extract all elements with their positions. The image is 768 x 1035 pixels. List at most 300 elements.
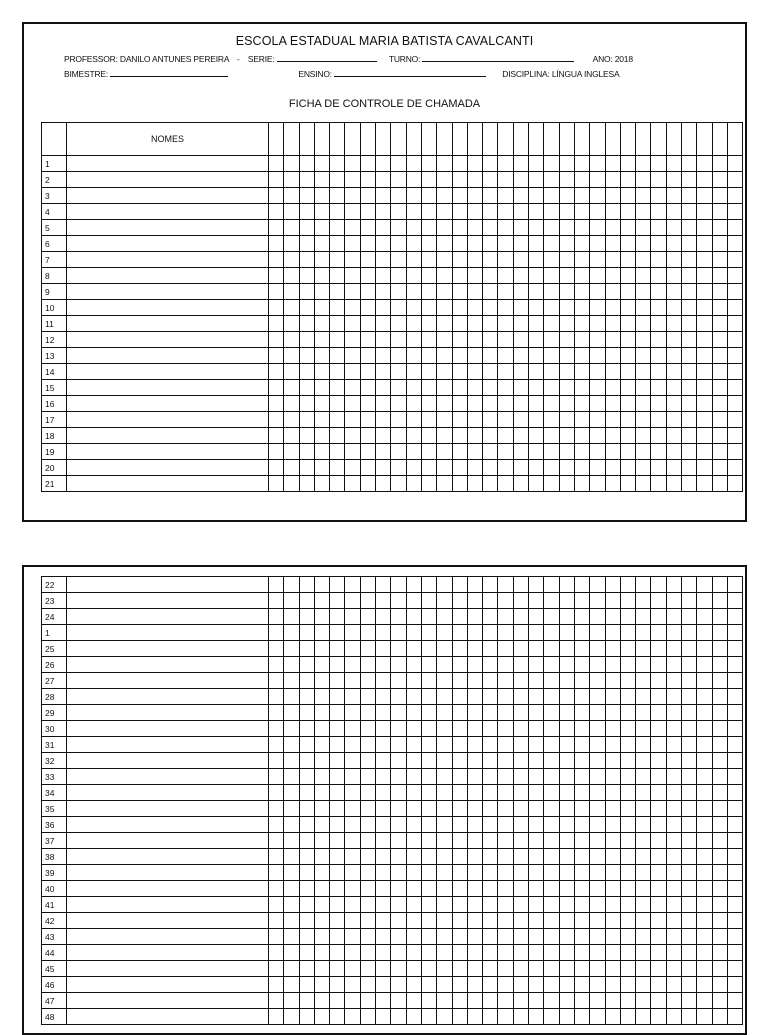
attendance-cell[interactable] (376, 593, 391, 609)
attendance-cell[interactable] (345, 380, 360, 396)
attendance-cell[interactable] (605, 737, 620, 753)
attendance-cell[interactable] (421, 769, 436, 785)
date-header-cell[interactable] (467, 123, 482, 156)
student-name-cell[interactable] (67, 236, 269, 252)
attendance-cell[interactable] (452, 300, 467, 316)
attendance-cell[interactable] (437, 785, 452, 801)
attendance-cell[interactable] (605, 753, 620, 769)
attendance-cell[interactable] (544, 641, 559, 657)
attendance-cell[interactable] (284, 1009, 299, 1025)
attendance-cell[interactable] (483, 833, 498, 849)
attendance-cell[interactable] (421, 252, 436, 268)
attendance-cell[interactable] (421, 577, 436, 593)
attendance-cell[interactable] (605, 913, 620, 929)
attendance-cell[interactable] (727, 705, 742, 721)
attendance-cell[interactable] (559, 817, 574, 833)
student-name-cell[interactable] (67, 913, 269, 929)
attendance-cell[interactable] (666, 849, 681, 865)
attendance-cell[interactable] (590, 188, 605, 204)
attendance-cell[interactable] (483, 476, 498, 492)
attendance-cell[interactable] (406, 913, 421, 929)
date-header-cell[interactable] (574, 123, 589, 156)
attendance-cell[interactable] (697, 1009, 712, 1025)
attendance-cell[interactable] (697, 300, 712, 316)
attendance-cell[interactable] (605, 625, 620, 641)
attendance-cell[interactable] (421, 689, 436, 705)
attendance-cell[interactable] (727, 1009, 742, 1025)
attendance-cell[interactable] (697, 236, 712, 252)
date-header-cell[interactable] (498, 123, 513, 156)
attendance-cell[interactable] (284, 156, 299, 172)
attendance-cell[interactable] (360, 156, 375, 172)
attendance-cell[interactable] (682, 609, 697, 625)
student-name-cell[interactable] (67, 977, 269, 993)
attendance-cell[interactable] (284, 865, 299, 881)
attendance-cell[interactable] (330, 252, 345, 268)
attendance-cell[interactable] (697, 833, 712, 849)
attendance-cell[interactable] (421, 945, 436, 961)
attendance-cell[interactable] (590, 428, 605, 444)
attendance-cell[interactable] (682, 236, 697, 252)
attendance-cell[interactable] (590, 881, 605, 897)
attendance-cell[interactable] (299, 396, 314, 412)
attendance-cell[interactable] (666, 977, 681, 993)
attendance-cell[interactable] (529, 753, 544, 769)
attendance-cell[interactable] (529, 188, 544, 204)
attendance-cell[interactable] (299, 753, 314, 769)
attendance-cell[interactable] (620, 220, 635, 236)
attendance-cell[interactable] (421, 641, 436, 657)
attendance-cell[interactable] (712, 220, 727, 236)
attendance-cell[interactable] (682, 977, 697, 993)
attendance-cell[interactable] (406, 865, 421, 881)
attendance-cell[interactable] (376, 364, 391, 380)
attendance-cell[interactable] (727, 188, 742, 204)
attendance-cell[interactable] (590, 929, 605, 945)
attendance-cell[interactable] (559, 753, 574, 769)
attendance-cell[interactable] (467, 945, 482, 961)
attendance-cell[interactable] (299, 1009, 314, 1025)
student-name-cell[interactable] (67, 769, 269, 785)
attendance-cell[interactable] (590, 673, 605, 689)
student-name-cell[interactable] (67, 881, 269, 897)
attendance-cell[interactable] (360, 865, 375, 881)
attendance-cell[interactable] (697, 881, 712, 897)
attendance-cell[interactable] (529, 396, 544, 412)
attendance-cell[interactable] (360, 977, 375, 993)
attendance-cell[interactable] (636, 945, 651, 961)
attendance-cell[interactable] (284, 705, 299, 721)
attendance-cell[interactable] (498, 444, 513, 460)
attendance-cell[interactable] (529, 977, 544, 993)
attendance-cell[interactable] (666, 156, 681, 172)
attendance-cell[interactable] (284, 236, 299, 252)
attendance-cell[interactable] (360, 348, 375, 364)
attendance-cell[interactable] (314, 252, 329, 268)
attendance-cell[interactable] (636, 188, 651, 204)
attendance-cell[interactable] (376, 961, 391, 977)
attendance-cell[interactable] (467, 332, 482, 348)
attendance-cell[interactable] (682, 897, 697, 913)
attendance-cell[interactable] (727, 689, 742, 705)
attendance-cell[interactable] (314, 593, 329, 609)
attendance-cell[interactable] (437, 156, 452, 172)
attendance-cell[interactable] (437, 1009, 452, 1025)
attendance-cell[interactable] (437, 252, 452, 268)
attendance-cell[interactable] (299, 833, 314, 849)
attendance-cell[interactable] (712, 817, 727, 833)
attendance-cell[interactable] (651, 593, 666, 609)
attendance-cell[interactable] (697, 737, 712, 753)
student-name-cell[interactable] (67, 577, 269, 593)
attendance-cell[interactable] (727, 881, 742, 897)
attendance-cell[interactable] (697, 380, 712, 396)
attendance-cell[interactable] (513, 833, 528, 849)
attendance-cell[interactable] (299, 316, 314, 332)
attendance-cell[interactable] (712, 945, 727, 961)
attendance-cell[interactable] (697, 625, 712, 641)
attendance-cell[interactable] (666, 961, 681, 977)
attendance-cell[interactable] (330, 705, 345, 721)
attendance-cell[interactable] (727, 220, 742, 236)
attendance-cell[interactable] (697, 252, 712, 268)
attendance-cell[interactable] (666, 753, 681, 769)
attendance-cell[interactable] (574, 316, 589, 332)
attendance-cell[interactable] (421, 268, 436, 284)
attendance-cell[interactable] (299, 428, 314, 444)
attendance-cell[interactable] (620, 396, 635, 412)
attendance-cell[interactable] (498, 156, 513, 172)
attendance-cell[interactable] (529, 220, 544, 236)
attendance-cell[interactable] (345, 785, 360, 801)
attendance-cell[interactable] (513, 396, 528, 412)
attendance-cell[interactable] (345, 673, 360, 689)
student-name-cell[interactable] (67, 801, 269, 817)
attendance-cell[interactable] (590, 300, 605, 316)
attendance-cell[interactable] (452, 476, 467, 492)
attendance-cell[interactable] (682, 268, 697, 284)
attendance-cell[interactable] (605, 881, 620, 897)
attendance-cell[interactable] (330, 460, 345, 476)
attendance-cell[interactable] (391, 849, 406, 865)
attendance-cell[interactable] (513, 881, 528, 897)
attendance-cell[interactable] (697, 268, 712, 284)
attendance-cell[interactable] (467, 476, 482, 492)
attendance-cell[interactable] (590, 364, 605, 380)
attendance-cell[interactable] (391, 625, 406, 641)
date-header-cell[interactable] (620, 123, 635, 156)
attendance-cell[interactable] (391, 252, 406, 268)
student-name-cell[interactable] (67, 993, 269, 1009)
attendance-cell[interactable] (666, 801, 681, 817)
attendance-cell[interactable] (559, 641, 574, 657)
attendance-cell[interactable] (498, 849, 513, 865)
attendance-cell[interactable] (513, 625, 528, 641)
attendance-cell[interactable] (452, 705, 467, 721)
attendance-cell[interactable] (406, 961, 421, 977)
attendance-cell[interactable] (620, 945, 635, 961)
attendance-cell[interactable] (666, 833, 681, 849)
attendance-cell[interactable] (574, 785, 589, 801)
attendance-cell[interactable] (498, 929, 513, 945)
attendance-cell[interactable] (330, 673, 345, 689)
attendance-cell[interactable] (636, 673, 651, 689)
attendance-cell[interactable] (269, 673, 284, 689)
attendance-cell[interactable] (498, 673, 513, 689)
attendance-cell[interactable] (284, 833, 299, 849)
attendance-cell[interactable] (345, 865, 360, 881)
attendance-cell[interactable] (314, 188, 329, 204)
attendance-cell[interactable] (559, 673, 574, 689)
attendance-cell[interactable] (651, 833, 666, 849)
attendance-cell[interactable] (452, 673, 467, 689)
attendance-cell[interactable] (452, 849, 467, 865)
attendance-cell[interactable] (636, 156, 651, 172)
attendance-cell[interactable] (269, 156, 284, 172)
attendance-cell[interactable] (406, 769, 421, 785)
attendance-cell[interactable] (513, 300, 528, 316)
attendance-cell[interactable] (620, 865, 635, 881)
attendance-cell[interactable] (406, 801, 421, 817)
attendance-cell[interactable] (284, 220, 299, 236)
attendance-cell[interactable] (574, 705, 589, 721)
attendance-cell[interactable] (345, 977, 360, 993)
attendance-cell[interactable] (483, 913, 498, 929)
attendance-cell[interactable] (727, 769, 742, 785)
attendance-cell[interactable] (452, 897, 467, 913)
attendance-cell[interactable] (636, 881, 651, 897)
attendance-cell[interactable] (605, 412, 620, 428)
attendance-cell[interactable] (590, 913, 605, 929)
attendance-cell[interactable] (483, 993, 498, 1009)
attendance-cell[interactable] (284, 332, 299, 348)
attendance-cell[interactable] (666, 929, 681, 945)
attendance-cell[interactable] (590, 1009, 605, 1025)
attendance-cell[interactable] (636, 577, 651, 593)
attendance-cell[interactable] (452, 881, 467, 897)
attendance-cell[interactable] (345, 625, 360, 641)
attendance-cell[interactable] (467, 300, 482, 316)
student-name-cell[interactable] (67, 705, 269, 721)
attendance-cell[interactable] (712, 284, 727, 300)
attendance-cell[interactable] (437, 705, 452, 721)
attendance-cell[interactable] (483, 428, 498, 444)
attendance-cell[interactable] (269, 332, 284, 348)
student-name-cell[interactable] (67, 689, 269, 705)
attendance-cell[interactable] (406, 348, 421, 364)
attendance-cell[interactable] (682, 348, 697, 364)
attendance-cell[interactable] (651, 1009, 666, 1025)
attendance-cell[interactable] (590, 476, 605, 492)
attendance-cell[interactable] (360, 625, 375, 641)
attendance-cell[interactable] (559, 444, 574, 460)
attendance-cell[interactable] (437, 721, 452, 737)
attendance-cell[interactable] (636, 977, 651, 993)
attendance-cell[interactable] (437, 753, 452, 769)
attendance-cell[interactable] (590, 172, 605, 188)
attendance-cell[interactable] (467, 625, 482, 641)
attendance-cell[interactable] (498, 961, 513, 977)
attendance-cell[interactable] (682, 316, 697, 332)
attendance-cell[interactable] (467, 316, 482, 332)
attendance-cell[interactable] (269, 476, 284, 492)
attendance-cell[interactable] (437, 236, 452, 252)
attendance-cell[interactable] (559, 657, 574, 673)
attendance-cell[interactable] (544, 849, 559, 865)
attendance-cell[interactable] (513, 364, 528, 380)
attendance-cell[interactable] (498, 204, 513, 220)
attendance-cell[interactable] (330, 625, 345, 641)
attendance-cell[interactable] (498, 977, 513, 993)
attendance-cell[interactable] (636, 641, 651, 657)
attendance-cell[interactable] (620, 913, 635, 929)
attendance-cell[interactable] (452, 865, 467, 881)
attendance-cell[interactable] (697, 865, 712, 881)
attendance-cell[interactable] (376, 396, 391, 412)
attendance-cell[interactable] (529, 593, 544, 609)
attendance-cell[interactable] (467, 268, 482, 284)
attendance-cell[interactable] (269, 460, 284, 476)
attendance-cell[interactable] (299, 236, 314, 252)
attendance-cell[interactable] (605, 977, 620, 993)
attendance-cell[interactable] (483, 705, 498, 721)
attendance-cell[interactable] (269, 913, 284, 929)
attendance-cell[interactable] (666, 817, 681, 833)
attendance-cell[interactable] (666, 689, 681, 705)
attendance-cell[interactable] (544, 1009, 559, 1025)
attendance-cell[interactable] (437, 188, 452, 204)
attendance-cell[interactable] (360, 913, 375, 929)
attendance-cell[interactable] (376, 833, 391, 849)
attendance-cell[interactable] (559, 833, 574, 849)
attendance-cell[interactable] (636, 444, 651, 460)
attendance-cell[interactable] (651, 444, 666, 460)
attendance-cell[interactable] (299, 332, 314, 348)
attendance-cell[interactable] (712, 609, 727, 625)
attendance-cell[interactable] (544, 396, 559, 412)
attendance-cell[interactable] (605, 204, 620, 220)
attendance-cell[interactable] (284, 913, 299, 929)
date-header-cell[interactable] (590, 123, 605, 156)
attendance-cell[interactable] (269, 849, 284, 865)
attendance-cell[interactable] (574, 721, 589, 737)
attendance-cell[interactable] (544, 897, 559, 913)
attendance-cell[interactable] (498, 945, 513, 961)
attendance-cell[interactable] (391, 689, 406, 705)
attendance-cell[interactable] (727, 721, 742, 737)
attendance-cell[interactable] (651, 268, 666, 284)
attendance-cell[interactable] (636, 657, 651, 673)
attendance-cell[interactable] (590, 609, 605, 625)
attendance-cell[interactable] (437, 444, 452, 460)
attendance-cell[interactable] (391, 332, 406, 348)
attendance-cell[interactable] (467, 689, 482, 705)
attendance-cell[interactable] (391, 396, 406, 412)
attendance-cell[interactable] (376, 348, 391, 364)
attendance-cell[interactable] (727, 577, 742, 593)
attendance-cell[interactable] (529, 689, 544, 705)
attendance-cell[interactable] (284, 172, 299, 188)
attendance-cell[interactable] (314, 316, 329, 332)
student-name-cell[interactable] (67, 833, 269, 849)
attendance-cell[interactable] (498, 625, 513, 641)
attendance-cell[interactable] (636, 316, 651, 332)
attendance-cell[interactable] (483, 673, 498, 689)
attendance-cell[interactable] (345, 881, 360, 897)
attendance-cell[interactable] (483, 396, 498, 412)
attendance-cell[interactable] (544, 428, 559, 444)
attendance-cell[interactable] (483, 172, 498, 188)
attendance-cell[interactable] (437, 673, 452, 689)
attendance-cell[interactable] (437, 881, 452, 897)
student-name-cell[interactable] (67, 460, 269, 476)
attendance-cell[interactable] (314, 332, 329, 348)
attendance-cell[interactable] (345, 945, 360, 961)
attendance-cell[interactable] (712, 689, 727, 705)
attendance-cell[interactable] (605, 929, 620, 945)
attendance-cell[interactable] (437, 769, 452, 785)
attendance-cell[interactable] (299, 865, 314, 881)
attendance-cell[interactable] (513, 380, 528, 396)
attendance-cell[interactable] (605, 993, 620, 1009)
attendance-cell[interactable] (483, 236, 498, 252)
attendance-cell[interactable] (682, 172, 697, 188)
date-header-cell[interactable] (605, 123, 620, 156)
attendance-cell[interactable] (269, 316, 284, 332)
attendance-cell[interactable] (620, 753, 635, 769)
attendance-cell[interactable] (651, 641, 666, 657)
attendance-cell[interactable] (666, 881, 681, 897)
attendance-cell[interactable] (574, 444, 589, 460)
attendance-cell[interactable] (498, 476, 513, 492)
attendance-cell[interactable] (605, 817, 620, 833)
attendance-cell[interactable] (697, 945, 712, 961)
attendance-cell[interactable] (360, 817, 375, 833)
attendance-cell[interactable] (529, 609, 544, 625)
attendance-cell[interactable] (299, 673, 314, 689)
attendance-cell[interactable] (314, 172, 329, 188)
attendance-cell[interactable] (682, 737, 697, 753)
attendance-cell[interactable] (727, 332, 742, 348)
attendance-cell[interactable] (636, 460, 651, 476)
attendance-cell[interactable] (284, 364, 299, 380)
attendance-cell[interactable] (529, 332, 544, 348)
attendance-cell[interactable] (620, 801, 635, 817)
attendance-cell[interactable] (330, 977, 345, 993)
attendance-cell[interactable] (437, 833, 452, 849)
date-header-cell[interactable] (269, 123, 284, 156)
attendance-cell[interactable] (437, 593, 452, 609)
attendance-cell[interactable] (498, 380, 513, 396)
attendance-cell[interactable] (421, 993, 436, 1009)
attendance-cell[interactable] (559, 412, 574, 428)
attendance-cell[interactable] (529, 476, 544, 492)
attendance-cell[interactable] (727, 444, 742, 460)
attendance-cell[interactable] (620, 316, 635, 332)
attendance-cell[interactable] (498, 737, 513, 753)
attendance-cell[interactable] (712, 396, 727, 412)
attendance-cell[interactable] (376, 332, 391, 348)
attendance-cell[interactable] (651, 316, 666, 332)
attendance-cell[interactable] (574, 641, 589, 657)
attendance-cell[interactable] (544, 476, 559, 492)
attendance-cell[interactable] (284, 769, 299, 785)
attendance-cell[interactable] (697, 961, 712, 977)
attendance-cell[interactable] (437, 865, 452, 881)
attendance-cell[interactable] (330, 865, 345, 881)
attendance-cell[interactable] (284, 476, 299, 492)
attendance-cell[interactable] (467, 593, 482, 609)
